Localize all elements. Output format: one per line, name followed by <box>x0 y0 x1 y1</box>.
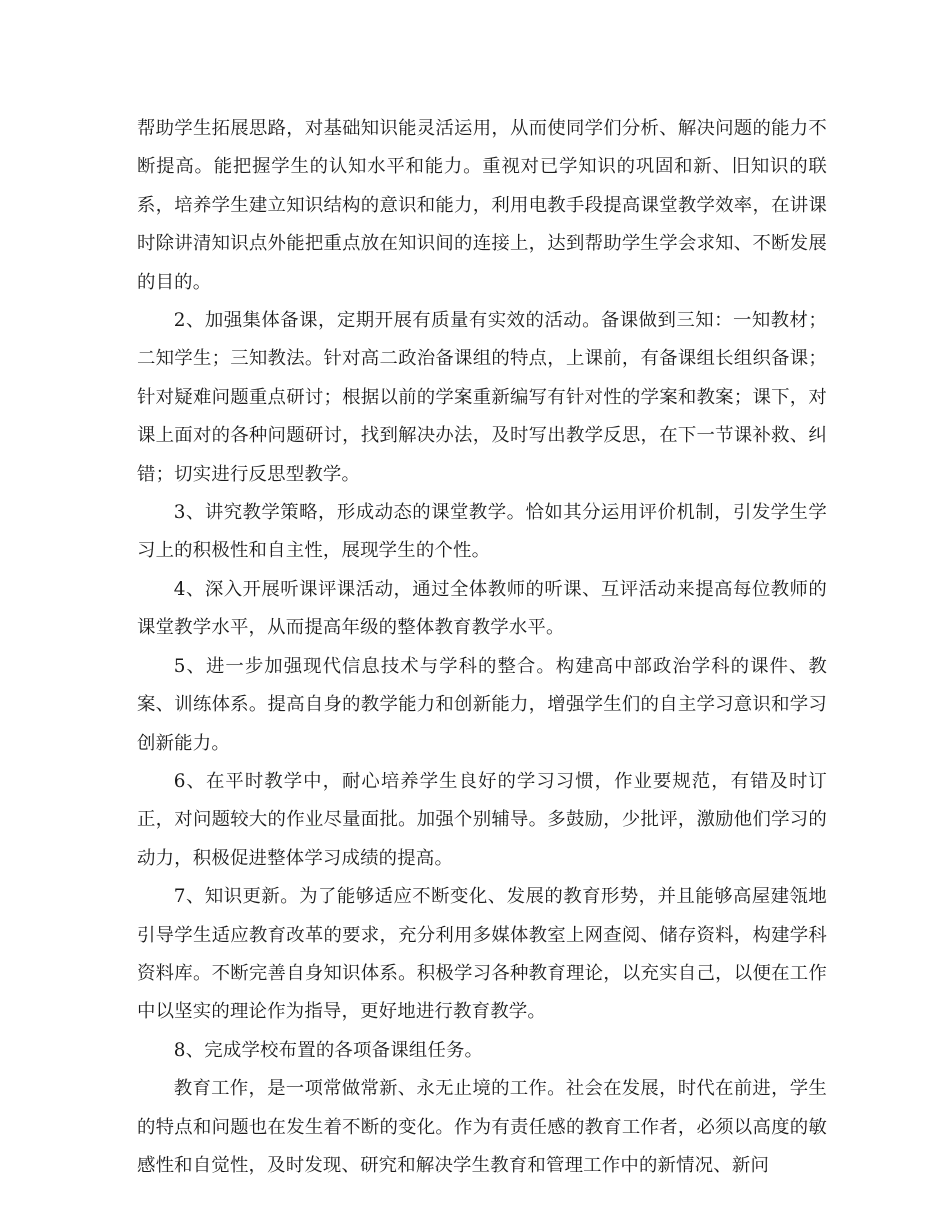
paragraph-item-3: 3、讲究教学策略，形成动态的课堂教学。恰如其分运用评价机制，引发学生学习上的积极性和自主性，展现学生的个性。 <box>137 502 827 562</box>
paragraph-item-5: 5、进一步加强现代信息技术与学科的整合。构建高中部政治学科的课件、教案、训练体系。提高自身的教学能力和创新能力，增强学生们的自主学习意识和学习创新能力。 <box>137 655 827 754</box>
paragraph-item-7: 7、知识更新。为了能够适应不断变化、发展的教育形势，并且能够高屋建瓴地引导学生适应教育改革的要求，充分利用多媒体教室上网查阅、储存资料，构建学科资料库。不断完善自身知识体系。积极学习各种教育理论，以充实自己，以便在工作中以坚实的理论作为指导，更好地进行教育教学。 <box>137 886 827 1023</box>
paragraph-item-6: 6、在平时教学中，耐心培养学生良好的学习习惯，作业要规范，有错及时订正，对问题较大的作业尽量面批。加强个别辅导。多鼓励，少批评，激励他们学习的动力，积极促进整体学习成绩的提高。 <box>137 770 827 869</box>
document-body <box>137 110 827 1185</box>
paragraph-item-8: 8、完成学校布置的各项备课组任务。 <box>173 1039 484 1061</box>
paragraph-item-2: 2、加强集体备课，定期开展有质量有实效的活动。备课做到三知：一知教材；二知学生；三知教法。针对高二政治备课组的特点，上课前，有备课组长组织备课；针对疑难问题重点研讨；根据以前的学案重新编写有针对性的学案和教案；课下，对课上面对的各种问题研讨，找到解决办法，及时写出教学反思，在下一节课补救、纠错；切实进行反思型教学。 <box>137 310 827 485</box>
paragraph-conclusion: 教育工作，是一项常做常新、永无止境的工作。社会在发展，时代在前进，学生的特点和问题也在发生着不断的变化。作为有责任感的教育工作者，必须以高度的敏感性和自觉性，及时发现、研究和解决学生教育和管理工作中的新情况、新问 <box>137 1078 827 1176</box>
paragraph-item-4: 4、深入开展听课评课活动，通过全体教师的听课、互评活动来提高每位教师的课堂教学水平，从而提高年级的整体教育教学水平。 <box>137 578 827 639</box>
paragraph-intro: 帮助学生拓展思路，对基础知识能灵活运用，从而使同学们分析、解决问题的能力不断提高。能把握学生的认知水平和能力。重视对已学知识的巩固和新、旧知识的联系，培养学生建立知识结构的意识和能力，利用电教手段提高课堂教学效率，在讲课时除讲清知识点外能把重点放在知识间的连接上，达到帮助学生学会求知、不断发展的目的。 <box>137 118 827 293</box>
